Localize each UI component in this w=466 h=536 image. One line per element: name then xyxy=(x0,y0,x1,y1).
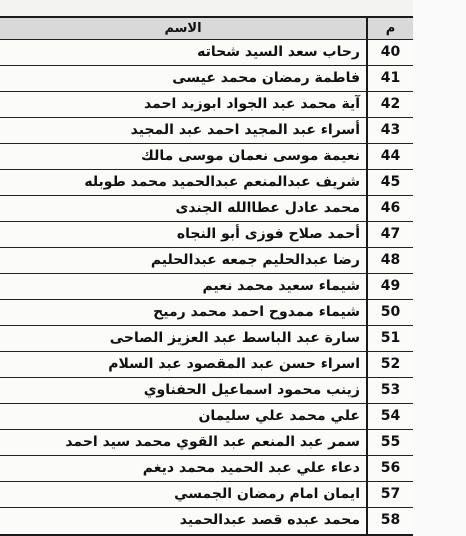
name-cell: أحمد صلاح فوزى أبو النجاه xyxy=(0,222,368,247)
name-column-header: الاسم xyxy=(0,18,368,39)
number-cell: 53 xyxy=(380,382,401,398)
table-row xyxy=(0,40,413,66)
table-row xyxy=(0,300,413,326)
name-cell: أسراء عبد المجيد احمد عبد المجيد xyxy=(0,118,368,143)
name-cell: نعيمة موسى نعمان موسى مالك xyxy=(0,144,368,169)
name-cell: شيماء ممدوح احمد محمد رميح xyxy=(0,300,368,325)
table-row xyxy=(0,118,413,144)
table-row xyxy=(0,404,413,430)
table-row xyxy=(0,274,413,300)
name-cell: شريف عبدالمنعم عبدالحميد محمد طوبله xyxy=(0,170,368,195)
name-cell: آية محمد عبد الجواد ابوزيد احمد xyxy=(0,92,368,117)
table-row xyxy=(0,456,413,482)
table-row xyxy=(0,66,413,92)
table-row xyxy=(0,144,413,170)
number-cell: 51 xyxy=(380,330,401,346)
table-row xyxy=(0,508,413,534)
name-cell: سارة عبد الباسط عبد العزيز الصاحى xyxy=(0,326,368,351)
name-cell: رحاب سعد السيد شحاته xyxy=(0,40,368,65)
table-row xyxy=(0,378,413,404)
table-row xyxy=(0,326,413,352)
table-row xyxy=(0,196,413,222)
table-row xyxy=(0,430,413,456)
name-cell: سمر عبد المنعم عبد القوي محمد سيد احمد xyxy=(0,430,368,455)
number-column-header: م xyxy=(385,21,396,36)
number-cell: 44 xyxy=(380,148,401,164)
name-cell: محمد عادل عطاالله الجندى xyxy=(0,196,368,221)
table-row xyxy=(0,482,413,508)
number-cell: 50 xyxy=(380,304,401,320)
number-cell: 49 xyxy=(380,278,401,294)
name-cell: ايمان امام رمضان الجمسي xyxy=(0,482,368,507)
number-cell: 56 xyxy=(380,460,401,476)
name-cell: محمد عبده قصد عبدالحميد xyxy=(0,508,368,534)
number-cell: 52 xyxy=(380,356,401,372)
number-cell: 54 xyxy=(380,408,401,424)
name-cell: اسراء حسن عبد المقصود عبد السلام xyxy=(0,352,368,377)
name-cell: دعاء علي عبد الحميد محمد ديغم xyxy=(0,456,368,481)
table-row xyxy=(0,222,413,248)
name-cell: رضا عبدالحليم جمعه عبدالحليم xyxy=(0,248,368,273)
table-row xyxy=(0,92,413,118)
table-row xyxy=(0,352,413,378)
table-row xyxy=(0,248,413,274)
table-row xyxy=(0,170,413,196)
number-cell: 45 xyxy=(380,174,401,190)
name-cell: زينب محمود اسماعيل الحفناوي xyxy=(0,378,368,403)
names-table xyxy=(0,16,415,536)
name-cell: شيماء سعيد محمد نعيم xyxy=(0,274,368,299)
number-cell: 46 xyxy=(380,200,401,216)
number-cell: 57 xyxy=(380,486,401,502)
number-cell: 40 xyxy=(380,44,401,60)
page-margin xyxy=(413,0,466,536)
number-cell: 58 xyxy=(380,512,401,528)
table-header-row xyxy=(0,18,413,40)
number-cell: 41 xyxy=(380,70,401,86)
number-cell: 47 xyxy=(380,226,401,242)
number-cell: 55 xyxy=(380,434,401,450)
number-cell: 48 xyxy=(380,252,401,268)
table-body xyxy=(0,40,413,534)
name-cell: فاطمة رمضان محمد عيسى xyxy=(0,66,368,91)
number-cell: 42 xyxy=(380,96,401,112)
name-cell: علي محمد علي سليمان xyxy=(0,404,368,429)
number-cell: 43 xyxy=(380,122,401,138)
